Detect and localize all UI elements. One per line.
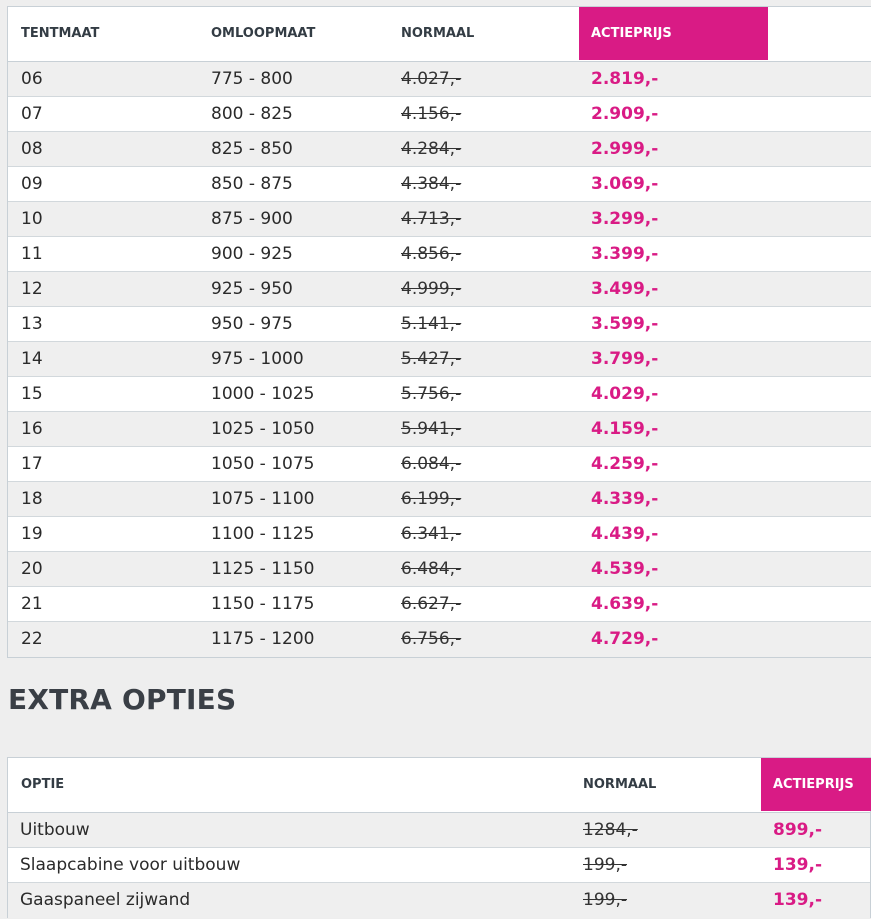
- size-price-table: [7, 6, 871, 658]
- table-row: [8, 62, 871, 97]
- table-row: [8, 552, 871, 587]
- circumference-cell: 900 - 925: [211, 244, 293, 264]
- circumference-cell: 825 - 850: [211, 139, 293, 159]
- sale-price-cell: 3.599,-: [591, 314, 659, 334]
- normal-price-cell: 4.284,-: [401, 139, 462, 159]
- size-cell: 14: [21, 349, 43, 369]
- normal-price-cell: 4.156,-: [401, 104, 462, 124]
- table-row: [8, 517, 871, 552]
- table-row: [8, 412, 871, 447]
- table-row: [8, 167, 871, 202]
- sale-price-cell: 4.439,-: [591, 524, 659, 544]
- table-row: [8, 883, 870, 918]
- normal-price-cell: 5.941,-: [401, 419, 462, 439]
- size-cell: 13: [21, 314, 43, 334]
- circumference-cell: 1025 - 1050: [211, 419, 315, 439]
- size-cell: 06: [21, 69, 43, 89]
- table-row: [8, 237, 871, 272]
- normal-price-cell: 4.027,-: [401, 69, 462, 89]
- size-cell: 21: [21, 594, 43, 614]
- table-row: [8, 622, 871, 657]
- circumference-cell: 975 - 1000: [211, 349, 304, 369]
- circumference-cell: 1150 - 1175: [211, 594, 315, 614]
- sale-price-cell: 4.259,-: [591, 454, 659, 474]
- size-cell: 12: [21, 279, 43, 299]
- option-cell: Gaaspaneel zijwand: [20, 890, 191, 910]
- sale-price-cell: 4.729,-: [591, 629, 659, 649]
- sale-price-cell: 4.539,-: [591, 559, 659, 579]
- sale-price-cell: 2.909,-: [591, 104, 659, 124]
- header-normaal: NORMAAL: [401, 26, 475, 41]
- section-title-extra-opties: EXTRA OPTIES: [8, 683, 237, 716]
- size-cell: 07: [21, 104, 43, 124]
- size-cell: 17: [21, 454, 43, 474]
- sale-price-cell: 2.999,-: [591, 139, 659, 159]
- table-row: [8, 342, 871, 377]
- table-body: [8, 62, 871, 657]
- sale-price-cell: 4.029,-: [591, 384, 659, 404]
- option-cell: Slaapcabine voor uitbouw: [20, 855, 241, 875]
- normal-price-cell: 6.756,-: [401, 629, 462, 649]
- normal-price-cell: 6.627,-: [401, 594, 462, 614]
- table-header: [8, 758, 870, 813]
- sale-price-cell: 899,-: [773, 820, 822, 840]
- size-cell: 22: [21, 629, 43, 649]
- normal-price-cell: 5.756,-: [401, 384, 462, 404]
- circumference-cell: 775 - 800: [211, 69, 293, 89]
- table-row: [8, 447, 871, 482]
- normal-price-cell: 4.856,-: [401, 244, 462, 264]
- normal-price-cell: 4.999,-: [401, 279, 462, 299]
- circumference-cell: 1175 - 1200: [211, 629, 315, 649]
- table-row: [8, 132, 871, 167]
- normal-price-cell: 1284,-: [583, 820, 638, 840]
- size-cell: 08: [21, 139, 43, 159]
- header-optie: OPTIE: [21, 777, 65, 792]
- table-row: [8, 307, 871, 342]
- circumference-cell: 875 - 900: [211, 209, 293, 229]
- normal-price-cell: 6.084,-: [401, 454, 462, 474]
- size-cell: 18: [21, 489, 43, 509]
- size-cell: 11: [21, 244, 43, 264]
- table-row: [8, 202, 871, 237]
- circumference-cell: 1100 - 1125: [211, 524, 315, 544]
- header-actieprijs: ACTIEPRIJS: [579, 7, 768, 60]
- circumference-cell: 950 - 975: [211, 314, 293, 334]
- sale-price-cell: 139,-: [773, 855, 822, 875]
- normal-price-cell: 6.484,-: [401, 559, 462, 579]
- table-row: [8, 813, 870, 848]
- circumference-cell: 1125 - 1150: [211, 559, 315, 579]
- normal-price-cell: 199,-: [583, 855, 627, 875]
- sale-price-cell: 139,-: [773, 890, 822, 910]
- normal-price-cell: 199,-: [583, 890, 627, 910]
- header-actieprijs: ACTIEPRIJS: [761, 758, 871, 811]
- sale-price-cell: 3.299,-: [591, 209, 659, 229]
- sale-price-cell: 3.799,-: [591, 349, 659, 369]
- header-tentmaat: TENTMAAT: [21, 26, 100, 41]
- normal-price-cell: 6.199,-: [401, 489, 462, 509]
- size-cell: 20: [21, 559, 43, 579]
- table-row: [8, 97, 871, 132]
- circumference-cell: 800 - 825: [211, 104, 293, 124]
- normal-price-cell: 5.141,-: [401, 314, 462, 334]
- size-cell: 19: [21, 524, 43, 544]
- normal-price-cell: 6.341,-: [401, 524, 462, 544]
- size-cell: 16: [21, 419, 43, 439]
- normal-price-cell: 4.384,-: [401, 174, 462, 194]
- table-body: [8, 813, 870, 918]
- normal-price-cell: 4.713,-: [401, 209, 462, 229]
- normal-price-cell: 5.427,-: [401, 349, 462, 369]
- table-row: [8, 482, 871, 517]
- extra-options-table: [7, 757, 871, 918]
- circumference-cell: 925 - 950: [211, 279, 293, 299]
- table-row: [8, 377, 871, 412]
- sale-price-cell: 4.639,-: [591, 594, 659, 614]
- sale-price-cell: 2.819,-: [591, 69, 659, 89]
- header-omloopmaat: OMLOOPMAAT: [211, 26, 316, 41]
- table-row: [8, 587, 871, 622]
- sale-price-cell: 4.159,-: [591, 419, 659, 439]
- size-cell: 10: [21, 209, 43, 229]
- table-header: [8, 7, 871, 62]
- sale-price-cell: 3.069,-: [591, 174, 659, 194]
- table-row: [8, 848, 870, 883]
- circumference-cell: 1050 - 1075: [211, 454, 315, 474]
- circumference-cell: 1000 - 1025: [211, 384, 315, 404]
- size-cell: 09: [21, 174, 43, 194]
- sale-price-cell: 3.499,-: [591, 279, 659, 299]
- sale-price-cell: 4.339,-: [591, 489, 659, 509]
- table-row: [8, 272, 871, 307]
- circumference-cell: 850 - 875: [211, 174, 293, 194]
- size-cell: 15: [21, 384, 43, 404]
- header-normaal: NORMAAL: [583, 777, 657, 792]
- option-cell: Uitbouw: [20, 820, 90, 840]
- sale-price-cell: 3.399,-: [591, 244, 659, 264]
- circumference-cell: 1075 - 1100: [211, 489, 315, 509]
